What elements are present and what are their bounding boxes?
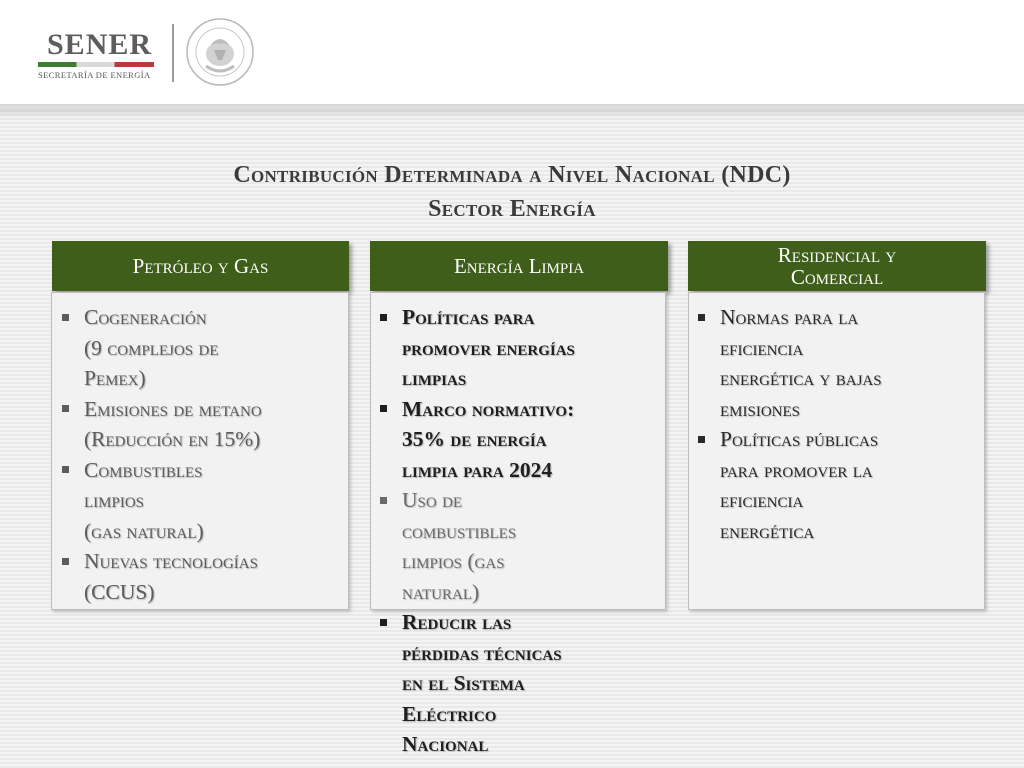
sener-logo-color-bar	[38, 62, 154, 67]
list-item-line: promover energías	[402, 335, 575, 360]
list-item-line: pérdidas técnicas	[402, 640, 562, 665]
column-header-label: Energía Limpia	[453, 254, 585, 278]
list-item-line: Normas para la	[720, 305, 859, 329]
column-header-label-line-1: Residencial y	[777, 243, 897, 267]
column-header-energia-limpia	[370, 241, 668, 291]
list-item-line: eficiencia	[720, 335, 804, 360]
list-item	[52, 302, 352, 394]
sener-logo	[38, 30, 156, 82]
slide-title	[0, 158, 1024, 226]
list-item	[370, 302, 670, 394]
list-item-line: limpia para 2024	[402, 457, 553, 482]
list-item-line: 35% de energía	[402, 427, 547, 451]
column-header-label-line-2: Comercial	[790, 265, 884, 289]
list-item	[688, 302, 984, 424]
list-item-line: Emisiones de metano	[84, 396, 262, 421]
list-item-line: (Reducción en 15%)	[84, 427, 261, 451]
list-item-line: (CCUS)	[84, 579, 155, 604]
list-item-line: limpias	[402, 366, 467, 390]
list-item-line: Combustibles	[84, 457, 203, 482]
list-item-line: Reducir las	[402, 610, 512, 634]
sener-logo-subtitle: SECRETARÍA DE ENERGÍA	[38, 70, 151, 80]
list-item-line: energética	[720, 518, 815, 543]
list-item	[370, 394, 670, 486]
list-item-line: emisiones	[720, 396, 801, 421]
sener-logo-name: SENER	[47, 28, 153, 61]
list-item-line: Cogeneración	[84, 305, 207, 329]
list-item	[52, 546, 352, 607]
list-item-line: energética y bajas	[720, 366, 882, 390]
logo-divider	[172, 24, 174, 82]
list-item-line: (9 complejos de	[84, 335, 219, 360]
column-header-label: Petróleo y Gas	[132, 254, 269, 278]
bullet-list-petroleo-gas	[52, 302, 352, 607]
slide-title-line-1: Contribución Determinada a Nivel Nacional (NDC)	[233, 162, 791, 188]
list-item-line: para promover la	[720, 457, 873, 482]
header-bar	[0, 0, 1024, 108]
list-item-line: Políticas públicas	[720, 427, 879, 451]
list-item-line: limpios (gas	[402, 549, 505, 573]
list-item-line: (gas natural)	[84, 518, 204, 543]
list-item-line: Marco normativo:	[402, 396, 575, 421]
list-item-line: Nuevas tecnologías	[84, 549, 258, 573]
list-item-line: limpios	[84, 488, 145, 512]
slide-title-line-2: Sector Energía	[428, 196, 596, 222]
list-item-line: Nacional	[402, 732, 489, 756]
list-item-line: eficiencia	[720, 488, 804, 512]
mexico-seal-icon	[184, 16, 256, 88]
bullet-list-energia-limpia	[370, 302, 670, 760]
list-item	[52, 394, 352, 455]
list-item-line: combustibles	[402, 518, 517, 543]
list-item-line: Eléctrico	[402, 701, 497, 726]
list-item-line: natural)	[402, 579, 480, 604]
list-item-line: Políticas para	[402, 305, 535, 329]
column-header-petroleo-gas	[52, 241, 349, 291]
list-item-line: Pemex)	[84, 366, 146, 390]
column-header-residencial-comercial	[688, 241, 986, 291]
list-item	[688, 424, 984, 546]
list-item	[370, 485, 670, 607]
list-item	[370, 607, 670, 760]
bullet-list-residencial-comercial	[688, 302, 984, 546]
list-item-line: Uso de	[402, 488, 463, 512]
list-item	[52, 455, 352, 547]
header-shadow	[0, 104, 1024, 118]
column-header-label	[778, 244, 896, 288]
list-item-line: en el Sistema	[402, 671, 525, 695]
